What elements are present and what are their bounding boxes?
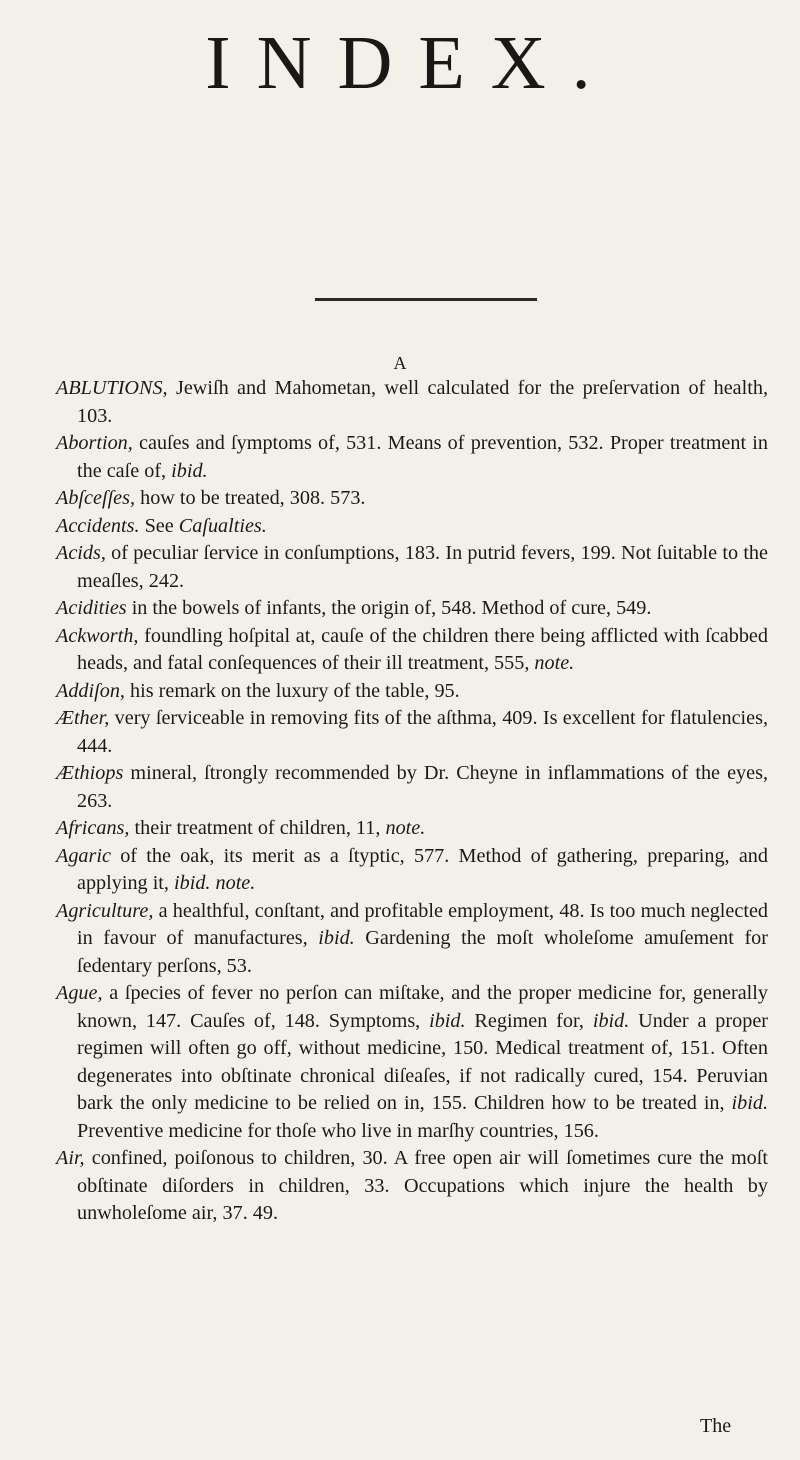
entry-reference: ibid. note. [174,872,256,894]
entry-text: his remark on the luxury of the table, 95. [124,679,460,702]
entry-text: very ſerviceable in removing fits of the aſthma, 409. Is excellent for flatulencies, 444. [77,707,768,757]
index-entry [56,430,768,485]
entry-head: Addiſon, [56,679,125,702]
entry-text-continued: Gardening the moſt wholeſome amuſement for ſedentary perſons, 53. [77,927,768,977]
entry-reference: ibid. [592,1009,630,1032]
index-entry [56,595,768,623]
entry-head: Accidents. [56,514,140,537]
section-letter: A [393,353,407,373]
entry-text: a healthful, conſtant, and profitable employment, 48. Is too much neglected in favour of manufactures, [77,899,768,949]
entry-text: how to be treated, 308. 573. [135,487,366,509]
entry-text: foundling hoſpital at, cauſe of the children there being afflicted with ſcabbed heads, and fatal conſequences of their ill treatment, 555, [77,624,768,674]
index-entry [56,375,768,430]
entry-text: a ſpecies of fever no perſon can miſtake, and the proper medicine for, generally known, 147. Cauſes of, 148. Symptoms, [77,982,768,1032]
catchword: The [700,1415,732,1437]
entry-reference: ibid. [171,459,208,482]
entry-reference: Caſualties. [178,514,267,537]
entry-head: Air, [56,1147,85,1169]
index-entry [56,980,768,1145]
entry-reference: note. [534,652,575,674]
entry-head: Agaric [56,844,111,867]
index-entry [56,485,768,513]
entry-head: Æther, [56,707,110,729]
entry-head: Acids, [56,542,106,564]
index-entry [56,815,768,843]
entry-reference: ibid. [318,927,355,949]
entry-head: Ackworth, [56,624,139,647]
entry-reference: ibid. [731,1092,768,1114]
entry-text: confined, poiſonous to children, 30. A free open air will ſometimes cure the moſt obſtinate diſorders in children, 33. Occupations which injure the health by unwholeſome air, 37. 49. [77,1147,768,1224]
index-entry [56,843,768,898]
index-entries [56,375,768,1228]
entry-head: Abortion, [56,432,133,454]
entry-head: Africans, [56,817,130,839]
entry-text: in the bowels of infants, the origin of, 548. Method of cure, 549. [126,597,652,619]
entry-head: Ague, [56,982,103,1004]
entry-head: Æthiops [56,762,124,784]
index-entry [56,540,768,595]
entry-text: their treatment of children, 11, [129,817,386,839]
entry-head: Agriculture, [56,899,154,922]
entry-head: ABLUTIONS, [56,377,168,399]
index-entry [56,623,768,678]
entry-head: Abſceſſes, [56,487,136,509]
title-rule [315,298,537,301]
entry-text: cauſes and ſymptoms of, 531. Means of prevention, 532. Proper treatment in the caſe of, [77,432,768,482]
entry-text-continued: Regimen for, [465,1009,593,1032]
entry-head: Acidities [56,597,127,619]
entry-text: See [139,514,179,537]
entry-text: Jewiſh and Mahometan, well calculated for the preſervation of health, 103. [77,377,768,427]
entry-text: of the oak, its merit as a ſtyptic, 577. Method of gathering, preparing, and applying it, [77,844,768,894]
index-entry [56,513,768,541]
entry-text: of peculiar ſervice in conſumptions, 183. In putrid fevers, 199. Not ſuitable to the meaſles, 242. [77,542,768,592]
index-entry [56,678,768,706]
page-title: INDEX. [205,21,617,105]
index-entry [56,1145,768,1228]
entry-text: mineral, ſtrongly recommended by Dr. Cheyne in inflammations of the eyes, 263. [77,762,768,812]
entry-reference: ibid. [429,1009,466,1032]
index-entry [56,760,768,815]
entry-text-continued: Preventive medicine for thoſe who live in marſhy countries, 156. [77,1119,599,1142]
entry-reference: note. [385,817,426,839]
entry-text-continued: Under a proper regimen will often go off, without medicine, 150. Medical treatment of, 151. Often degenerates into obſtinate chronical diſeaſes, if not radically cured, 154. Peruvian bark the only medicine to be relied on in, 155. Children how to be treated in, [77,1009,768,1114]
index-entry [56,898,768,981]
index-entry [56,705,768,760]
